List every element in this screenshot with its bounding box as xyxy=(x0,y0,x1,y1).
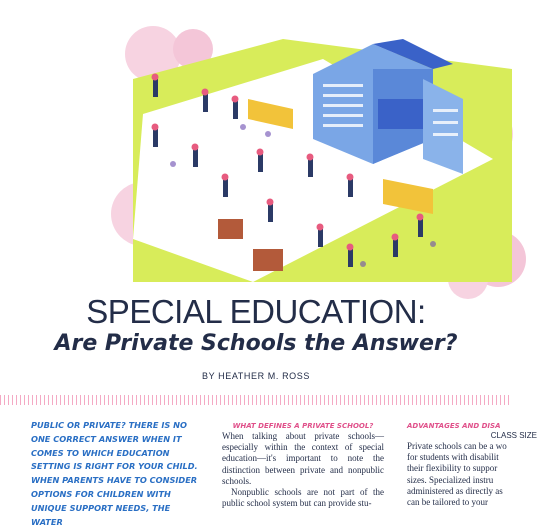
text-line: Private schools can be a wo xyxy=(407,441,507,451)
text-line: sizes. Specialized instru xyxy=(407,474,494,485)
section-subheading: CLASS SIZE xyxy=(490,431,537,440)
article-byline: BY HEATHER M. ROSS xyxy=(202,371,310,381)
student-figure xyxy=(223,179,228,197)
hero-illustration xyxy=(133,39,512,282)
student-figure xyxy=(348,179,353,197)
student-figure xyxy=(348,249,353,267)
section-heading: ADVANTAGES AND DISA xyxy=(407,422,501,430)
paragraph: When talking about private schools—especially within the context of special education—it's important to note the distinction between private and nonpublic schools. xyxy=(222,431,384,486)
student-figure xyxy=(308,159,313,177)
student-figure xyxy=(233,101,238,119)
text-line: administered as directly as xyxy=(407,485,503,496)
student-figure xyxy=(153,79,158,97)
student-figure xyxy=(153,129,158,147)
text-line: their flexibility to suppor xyxy=(407,463,498,474)
student-figure xyxy=(193,149,198,167)
student-figure xyxy=(318,229,323,247)
student-figure xyxy=(258,154,263,172)
student-figure xyxy=(268,204,273,222)
school-campus-illustration xyxy=(133,39,512,282)
body-text xyxy=(407,441,537,508)
text-line: for students with disabilit xyxy=(407,452,499,463)
article-column-3 xyxy=(407,421,537,508)
body-text xyxy=(222,431,384,509)
planter-box xyxy=(218,219,243,239)
text-line: can be tailored to your xyxy=(407,497,488,508)
student-figure xyxy=(393,239,398,257)
decorative-divider xyxy=(0,395,512,405)
article-subtitle: Are Private Schools the Answer? xyxy=(54,331,458,356)
planter-box xyxy=(253,249,283,271)
student-figure xyxy=(418,219,423,237)
article-column-2 xyxy=(222,421,384,509)
paragraph: Nonpublic schools are not part of the public school system but can provide stu- xyxy=(222,487,384,509)
section-heading: WHAT DEFINES A PRIVATE SCHOOL? xyxy=(232,422,374,430)
article-title: SPECIAL EDUCATION: xyxy=(86,293,426,330)
pull-quote: PUBLIC OR PRIVATE? THERE IS NO ONE CORRECT ANSWER WHEN IT COMES TO WHICH EDUCATION SETTING IS RIGHT FOR YOUR CHILD. WHEN PARENTS HAVE TO CONSIDER OPTIONS FOR CHILDREN WITH UNIQUE SUPPORT NEEDS, THE WATER xyxy=(31,420,198,527)
building-tower xyxy=(378,99,428,129)
student-figure xyxy=(203,94,208,112)
